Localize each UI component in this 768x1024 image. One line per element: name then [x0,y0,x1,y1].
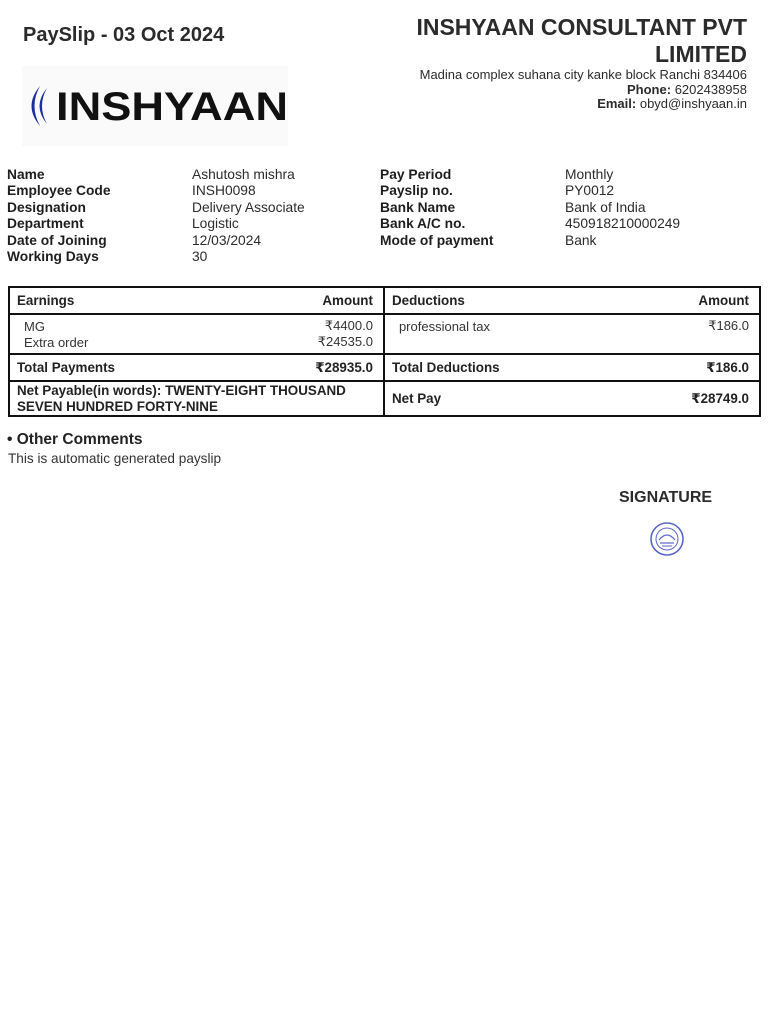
table-header-row [9,287,760,314]
info-label: Employee Code [7,183,111,199]
total-payments-label: Total Payments [9,354,196,381]
signature-label: SIGNATURE [619,489,713,506]
info-value: 30 [192,249,208,265]
info-value: Logistic [192,216,239,232]
company-address: Madina complex suhana city kanke block Ranchi 834406 [419,67,747,82]
info-label: Designation [7,199,86,215]
net-pay-label: Net Pay [384,381,572,416]
other-comments-title: • Other Comments [7,431,143,448]
earning-label: Extra order [9,334,196,350]
info-label-2: Bank A/C no. [380,216,466,232]
deductions-header: Deductions [384,287,572,314]
email-value: obyd@inshyaan.in [639,96,747,111]
info-label-2: Payslip no. [380,183,453,199]
info-row [7,216,747,232]
net-payable-words [9,381,384,416]
info-label-2: Mode of payment [380,232,494,248]
info-label-2 [380,249,565,265]
company-email [377,97,747,112]
info-label: Date of Joining [7,232,107,248]
info-value: 12/03/2024 [192,232,262,248]
earnings-amount-header: Amount [196,287,383,314]
earnings-header: Earnings [9,287,196,314]
info-value: Delivery Associate [192,199,305,215]
company-info [377,14,747,112]
info-label: Name [7,167,45,182]
deduction-label [384,334,572,350]
net-words-line2: SEVEN HUNDRED FORTY-NINE [17,398,218,414]
info-value: INSH0098 [192,183,256,199]
deductions-amount-header: Amount [572,287,760,314]
info-row [7,249,747,265]
total-deductions-value: ₹186.0 [572,354,760,381]
info-value: Ashutosh mishra [192,167,295,182]
table-row [9,334,760,350]
info-label-2: Pay Period [380,167,452,182]
other-comments-text: This is automatic generated payslip [8,451,222,466]
info-value-2: PY0012 [565,183,615,199]
phone-label: Phone: [627,81,672,97]
deduction-amount: ₹186.0 [572,318,760,334]
company-logo [22,66,288,146]
net-words-line1: Net Payable(in words): TWENTY-EIGHT THOUSAND [17,382,346,398]
payslip-title: PaySlip - 03 Oct 2024 [23,24,225,46]
earnings-deductions-table [8,286,761,417]
employee-info-grid [7,167,747,265]
total-payments-value: ₹28935.0 [196,354,383,381]
info-row [7,200,747,216]
earning-label: MG [9,318,196,334]
info-value-2: 450918210000249 [565,216,681,232]
info-value-2: Monthly [565,167,614,182]
info-value-2: Bank [565,232,597,248]
net-pay-row [9,381,760,416]
earning-amount: ₹4400.0 [196,318,383,334]
info-row [7,167,747,183]
deduction-label: professional tax [384,318,572,334]
company-name-line1: INSHYAAN CONSULTANT PVT [416,14,747,40]
totals-row [9,354,760,381]
info-value-2: Bank of India [565,199,646,215]
table-row [9,318,760,334]
logo-wordmark: INSHYAAN [56,85,288,129]
info-label-2: Bank Name [380,199,456,215]
info-row [7,183,747,199]
total-deductions-label: Total Deductions [384,354,572,381]
earning-amount: ₹24535.0 [196,334,383,350]
deduction-amount [572,334,760,350]
email-label: Email: [597,96,637,111]
company-name-line2: LIMITED [655,41,747,67]
phone-value: 6202438958 [674,81,747,97]
info-label: Department [7,216,84,232]
signature-stamp-icon [649,521,685,557]
info-row [7,233,747,249]
net-pay-value: ₹28749.0 [572,381,760,416]
company-phone [377,83,747,98]
info-label: Working Days [7,249,99,265]
